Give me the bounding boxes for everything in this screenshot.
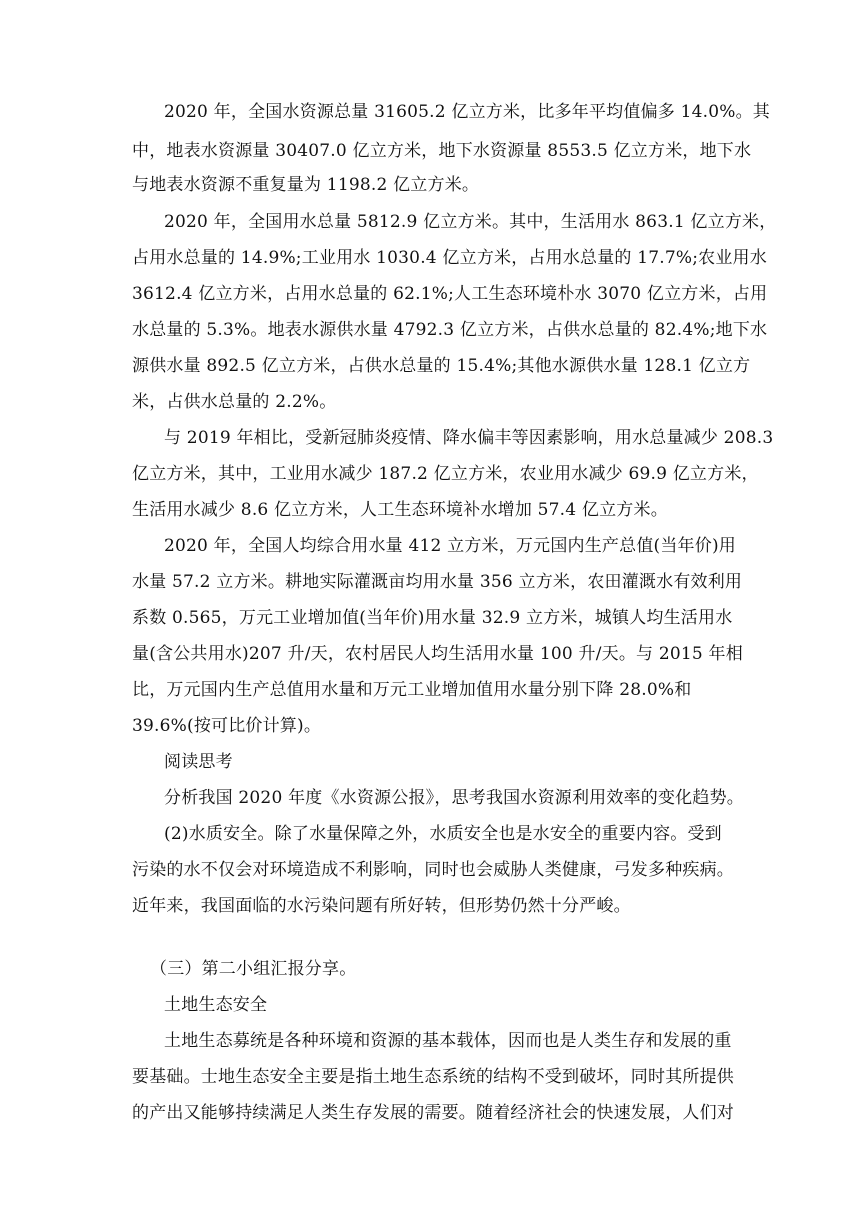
text-line: 与地表水资源不重复量为 1198.2 亿立方米。 bbox=[132, 175, 480, 195]
text-line: 2020 年，全国用水总量 5812.9 亿立方米。其中，生活用水 863.1 亿立方米， bbox=[164, 212, 777, 232]
text-line: 水量 57.2 立方米。耕地实际灌溉亩均用水量 356 立方米，农田灌溉水有效利用 bbox=[132, 572, 743, 592]
text-line: 水总量的 5.3%。地表水源供水量 4792.3 亿立方米，占供水总量的 82.4%;地下水 bbox=[132, 320, 768, 340]
text-line: 比，万元国内生产总值用水量和万元工业增加值用水量分别下降 28.0%和 bbox=[132, 680, 692, 700]
subheading: 土地生态安全 bbox=[164, 995, 268, 1015]
text-line: 量(含公共用水)207 升/天，农村居民人均生活用水量 100 升/天。与 2015 年相 bbox=[132, 644, 743, 664]
text-line: 土地生态募统是各种环境和资源的基本载体，因而也是人类生存和发展的重 bbox=[164, 1031, 732, 1051]
text-line: 系数 0.565，万元工业增加值(当年价)用水量 32.9 立方米，城镇人均生活用水 bbox=[132, 608, 733, 628]
text-line: 亿立方米，其中，工业用水减少 187.2 亿立方米，农业用水减少 69.9 亿立方米， bbox=[132, 464, 759, 484]
text-line: 39.6%(按可比价计算)。 bbox=[132, 716, 322, 736]
text-line: 分析我国 2020 年度《水资源公报》，思考我国水资源利用效率的变化趋势。 bbox=[164, 788, 744, 808]
text-line: 占用水总量的 14.9%;工业用水 1030.4 亿立方米，占用水总量的 17.7%;农业用水 bbox=[132, 248, 767, 268]
text-line: 米，占供水总量的 2.2%。 bbox=[132, 392, 337, 412]
text-line: 3612.4 亿立方米，占用水总量的 62.1%;人工生态环境朴水 3070 亿立方米，占用 bbox=[132, 284, 768, 304]
text-line: (2)水质安全。除了水量保障之外，水质安全也是水安全的重要内容。受到 bbox=[164, 824, 722, 844]
text-line: 要基础。士地生态安全主要是指土地生态系统的结构不受到破坏，同时其所提供 bbox=[132, 1067, 734, 1087]
text-line: 污染的水不仅会对环境造成不利影响，同时也会威胁人类健康，弓发多种疾病。 bbox=[132, 860, 734, 880]
section-heading: （三）第二小组汇报分享。 bbox=[150, 959, 357, 979]
text-line: 近年来，我国面临的水污染问题有所好转，但形势仍然十分严峻。 bbox=[132, 896, 631, 916]
text-line: 阅读思考 bbox=[164, 752, 233, 772]
text-line: 与 2019 年相比，受新冠肺炎疫情、降水偏丰等因素影响，用水总量减少 208.3 bbox=[164, 428, 774, 448]
text-line: 的产出又能够持续满足人类生存发展的需要。随着经济社会的快速发展，人们对 bbox=[132, 1103, 734, 1123]
text-line: 生活用水减少 8.6 亿立方米，人工生态环境补水增加 57.4 亿立方米。 bbox=[132, 500, 668, 520]
text-line: 2020 年，全国人均综合用水量 412 立方米，万元国内生产总值(当年价)用 bbox=[164, 536, 736, 556]
text-line: 源供水量 892.5 亿立方米，占供水总量的 15.4%;其他水源供水量 128.1 亿立方 bbox=[132, 356, 751, 376]
text-line: 中，地表水资源量 30407.0 亿立方米，地下水资源量 8553.5 亿立方米，地下水 bbox=[132, 141, 752, 161]
text-line: 2020 年，全国水资源总量 31605.2 亿立方米，比多年平均值偏多 14.0%。其 bbox=[164, 102, 770, 122]
